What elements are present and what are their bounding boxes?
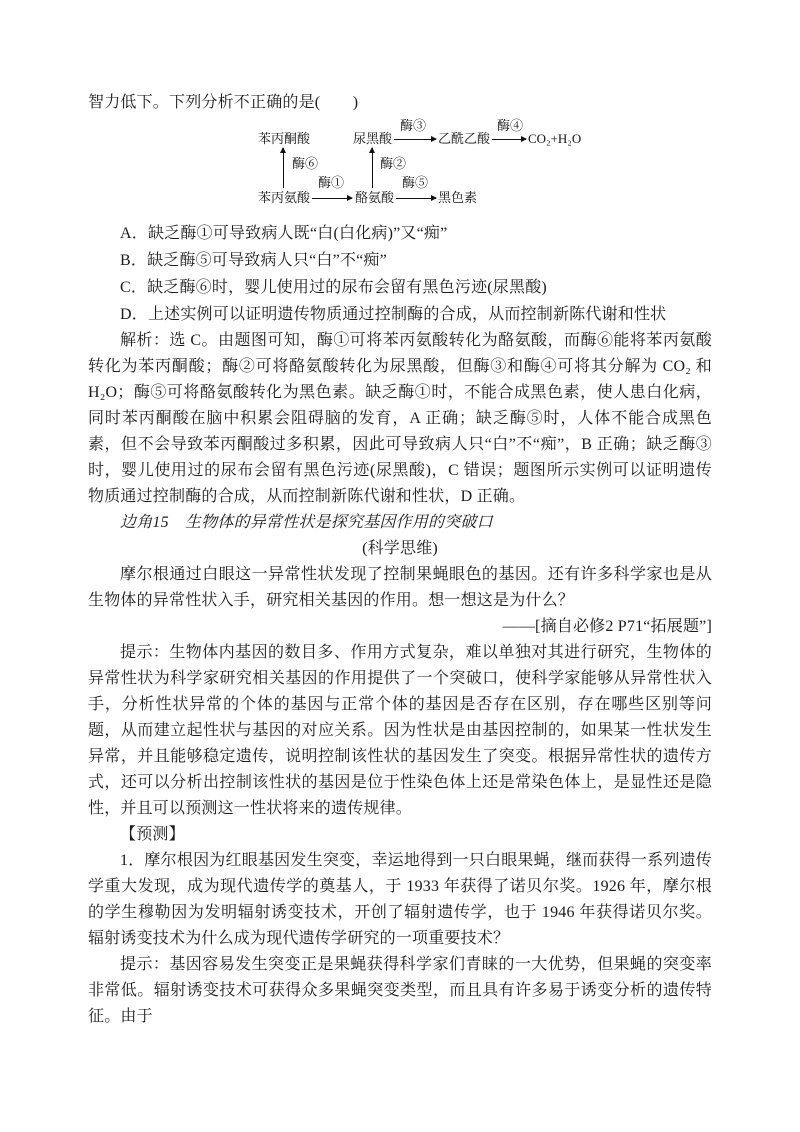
node-phenylpyruvate: 苯丙酮酸: [258, 131, 311, 146]
corner-note-source: ——[摘自必修2 P71“拓展题”]: [502, 618, 712, 635]
enzyme-4-label: 酶④: [497, 118, 524, 133]
arrow-phenylalanine-to-phenylpyruvate-icon: [283, 148, 284, 188]
enzyme-5-label: 酶⑤: [402, 175, 429, 190]
node-tyrosine: 酪氨酸: [355, 190, 395, 205]
arrow-tyrosine-to-homogentisate-icon: [372, 148, 373, 188]
node-co2-h2o: CO₂+H₂O: [528, 131, 582, 146]
question-stem: 智力低下。下列分析不正确的是( ): [88, 94, 359, 111]
node-melanin: 黑色素: [438, 190, 478, 205]
option-c: C．缺乏酶⑥时，婴儿使用过的尿布会留有黑色污迹(尿黑酸): [120, 279, 547, 296]
option-d: D．上述实例可以证明遗传物质通过控制酶的合成，从而控制新陈代谢和性状: [120, 306, 667, 323]
node-homogentisic-acid: 尿黑酸: [353, 131, 393, 146]
prediction-question-1: 1．摩尔根因为红眼基因发生突变，幸运地得到一只白眼果蝇，继而获得一系列遗传学重大发现，成为现代遗传学的奠基人，于 1933 年获得了诺贝尔奖。1926 年，摩尔根的学生穆勒因为发明辐射诱变技术，开创了辐射遗传学，也于 1946 年获得诺贝尔奖。辐射诱变技术为什么成为现代遗传学研究的一项重要技术？: [88, 852, 712, 947]
enzyme-6-label: 酶⑥: [292, 156, 319, 171]
enzyme-2-label: 酶②: [380, 156, 407, 171]
option-a: A．缺乏酶①可导致病人既“白(白化病)”又“痴”: [120, 225, 448, 242]
analysis-paragraph: 解析：选 C。由题图可知，酶①可将苯丙氨酸转化为酪氨酸，而酶⑥能将苯丙氨酸转化为苯丙酮酸；酶②可将酪氨酸转化为尿黑酸，但酶③和酶④可将其分解为 CO₂ 和 H₂O；酶⑤可将酪氨酸转化为黑色素。缺乏酶①时，不能合成黑色素，使人患白化病，同时苯丙酮酸在脑中积累会阻碍脑的发育，A 正确；缺乏酶⑤时，人体不能合成黑色素，但不会导致苯丙酮酸过多积累，因此可导致病人只“白”不“痴”，B 正确；缺乏酶③时，婴儿使用过的尿布会留有黑色污迹(尿黑酸)，C 错误；题图所示实例可以证明遗传物质通过控制酶的合成，从而控制新陈代谢和性状，D 正确。: [88, 332, 712, 505]
arrow-acetoacetate-to-co2-icon: [492, 139, 526, 140]
metabolic-pathway-diagram: [88, 118, 712, 212]
corner-note-heading: 边角15 生物体的异常性状是探究基因作用的突破口: [120, 514, 493, 531]
node-acetoacetate: 乙酰乙酸: [438, 131, 491, 146]
node-phenylalanine: 苯丙氨酸: [258, 190, 311, 205]
prediction-heading: 【预测】: [120, 826, 185, 843]
corner-note-hint: 提示：生物体内基因的数目多、作用方式复杂，难以单独对其进行研究，生物体的异常性状为科学家研究相关基因的作用提供了一个突破口，使科学家能够从异常性状入手，分析性状异常的个体的基因与正常个体的基因是否存在区别，存在哪些区别等问题，从而建立起性状与基因的对应关系。因为性状是由基因控制的，如果某一性状发生异常，并且能够稳定遗传，说明控制该性状的基因发生了突变。根据异常性状的遗传方式，还可以分析出控制该性状的基因是位于性染色体上还是常染色体上，是显性还是隐性，并且可以预测这一性状将来的遗传规律。: [88, 644, 712, 817]
corner-note-subtitle: (科学思维): [362, 540, 438, 557]
arrow-tyrosine-to-melanin-icon: [396, 198, 436, 199]
arrow-homogentisate-to-acetoacetate-icon: [394, 139, 436, 140]
enzyme-3-label: 酶③: [400, 118, 427, 133]
corner-note-intro: 摩尔根通过白眼这一异常性状发现了控制果蝇眼色的基因。还有许多科学家也是从生物体的异常性状入手，研究相关基因的作用。想一想这是为什么？: [88, 566, 712, 609]
prediction-hint-1: 提示：基因容易发生突变正是果蝇获得科学家们青睐的一大优势，但果蝇的突变率非常低。辐射诱变技术可获得众多果蝇突变类型，而且具有许多易于诱变分析的遗传特征。由于: [88, 956, 712, 1025]
enzyme-1-label: 酶①: [318, 175, 345, 190]
option-b: B．缺乏酶⑤可导致病人只“白”不“痴”: [120, 252, 387, 269]
arrow-phenylalanine-to-tyrosine-icon: [312, 198, 352, 199]
